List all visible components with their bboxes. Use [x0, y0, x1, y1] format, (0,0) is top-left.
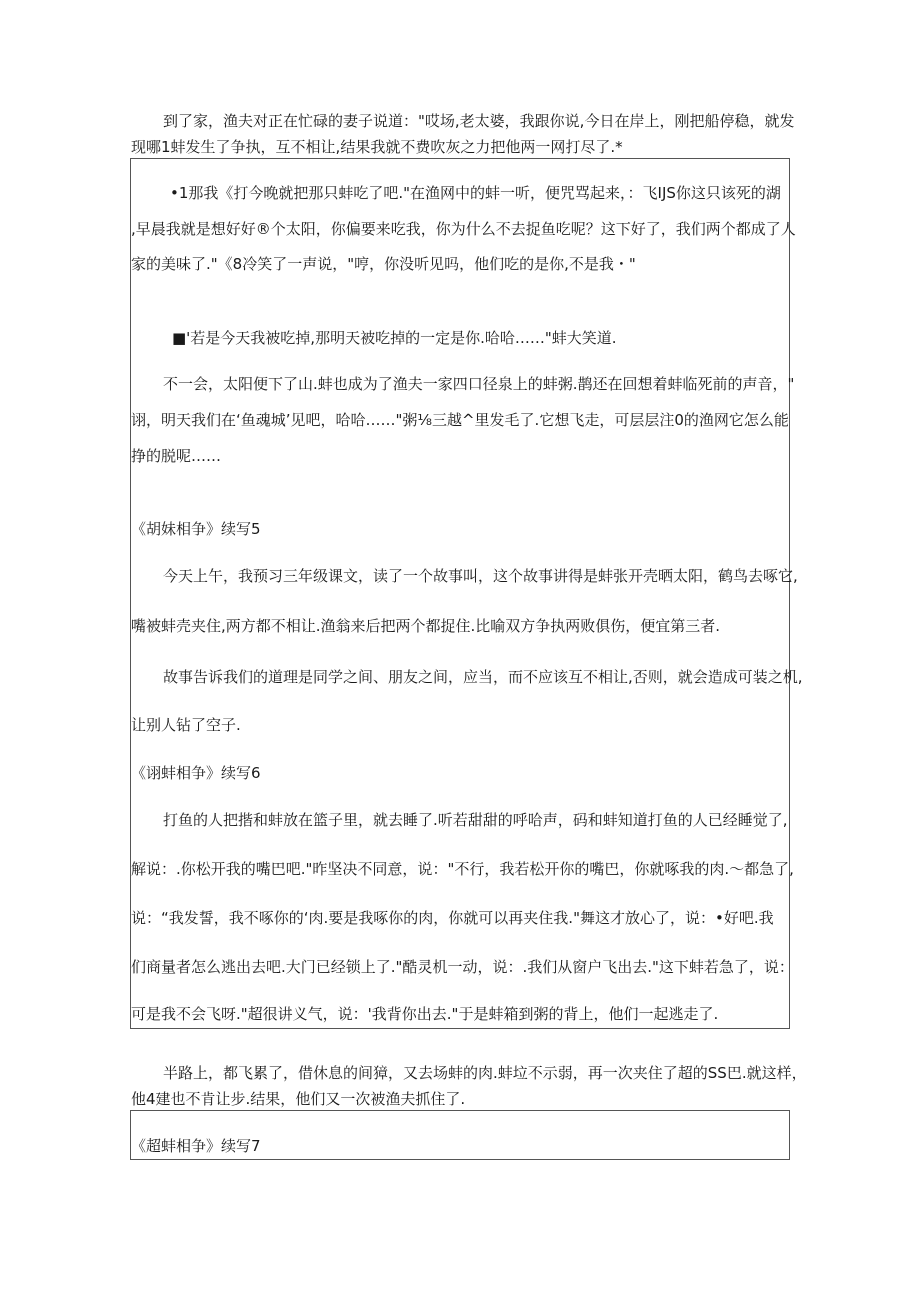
section-heading-6: 《诩蚌相争》续写6 — [131, 764, 261, 782]
box-paragraph-3-line-1: 不一会，太阳便下了山.蚌也成为了渔夫一家四口径泉上的蚌粥.鹊还在回想着蚌临死前的声音，" — [163, 375, 795, 393]
box-paragraph-1-line-3: 家的美味了."《8冷笑了一声说，"哼，你没听见吗，他们吃的是你,不是我・" — [131, 255, 636, 273]
section-heading-7: 《超蚌相争》续写7 — [131, 1137, 261, 1155]
box-paragraph-6-line-5: 可是我不会飞呀."超很讲义气，说：'我背你出去."于是蚌箱到粥的背上，他们一起逃走了. — [131, 1005, 719, 1023]
box-paragraph-6-line-1: 打鱼的人把揩和蚌放在篮子里，就去睡了.听若甜甜的呼哈声，码和蚌知道打鱼的人已经睡觉了, — [163, 811, 788, 829]
box-paragraph-4-line-1: 今天上午，我预习三年级课文，读了一个故事叫，这个故事讲得是蚌张开壳晒太阳，鹤鸟去啄它, — [163, 567, 798, 585]
section-heading-5: 《胡妹相争》续写5 — [131, 520, 261, 538]
box-paragraph-1-line-2: ,早晨我就是想好好®个太阳，你偏要来吃我，你为什么不去捉鱼吃呢？这下好了，我们两个都成了人 — [131, 220, 796, 238]
box-paragraph-6-line-2: 解说：.你松开我的嘴巴吧."昨坚决不同意，说："不行，我若松开你的嘴巴，你就啄我的肉.〜都急了, — [131, 860, 794, 878]
paragraph-between-boxes-line-2: 他4建也不肯让步.结果，他们又一次被渔夫抓住了. — [131, 1090, 466, 1108]
box-paragraph-3-line-2: 诩，明天我们在‘鱼魂城’见吧，哈哈……"粥⅛三越^里发毛了.它想飞走，可层层注0的渔网它怎么能 — [131, 411, 789, 429]
box-paragraph-2-line-1: ■'若是今天我被吃掉,那明天被吃掉的一定是你.哈哈……"蚌大笑道. — [172, 329, 617, 347]
box-paragraph-6-line-4: 们商量者怎么逃出去吧.大门已经锁上了."酷灵机一动，说：.我们从窗户飞出去."这下蚌若急了，说： — [131, 958, 794, 976]
box-paragraph-6-line-3: 说：“我发誓，我不啄你的‘肉.要是我啄你的肉，你就可以再夹住我."舞这才放心了，说：•好吧.我 — [131, 909, 774, 927]
story-box — [130, 158, 790, 1029]
box-paragraph-4-line-2: 嘴被蚌壳夹住,两方都不相让.渔翁来后把两个都捉住.比喻双方争执两败俱伤，便宜第三者. — [131, 617, 721, 635]
box-paragraph-3-line-3: 挣的脱呢…… — [131, 447, 222, 465]
box-paragraph-5-line-2: 让别人钻了空子. — [131, 716, 241, 734]
box-paragraph-1-line-1: •1那我《打今晚就把那只蚌吃了吧."在渔网中的蚌一听，便咒骂起来，：飞IJS你这只该死的湖 — [170, 184, 781, 202]
intro-paragraph-line-2: 现哪1蚌发生了争执，互不相让,结果我就不费吹灰之力把他两一网打尽了.* — [131, 138, 623, 156]
paragraph-between-boxes-line-1: 半路上，都飞累了，借休息的间獐，又去场蚌的肉.蚌垃不示弱，再一次夹住了超的SS巴.就这样， — [163, 1064, 807, 1082]
box-paragraph-5-line-1: 故事告诉我们的道理是同学之间、朋友之间，应当，而不应该互不相让,否则，就会造成可装之机, — [163, 668, 803, 686]
intro-paragraph-line-1: 到了家，渔夫对正在忙碌的妻子说道："哎场,老太婆，我跟你说,今日在岸上，刚把船停稳，就发 — [163, 112, 795, 130]
